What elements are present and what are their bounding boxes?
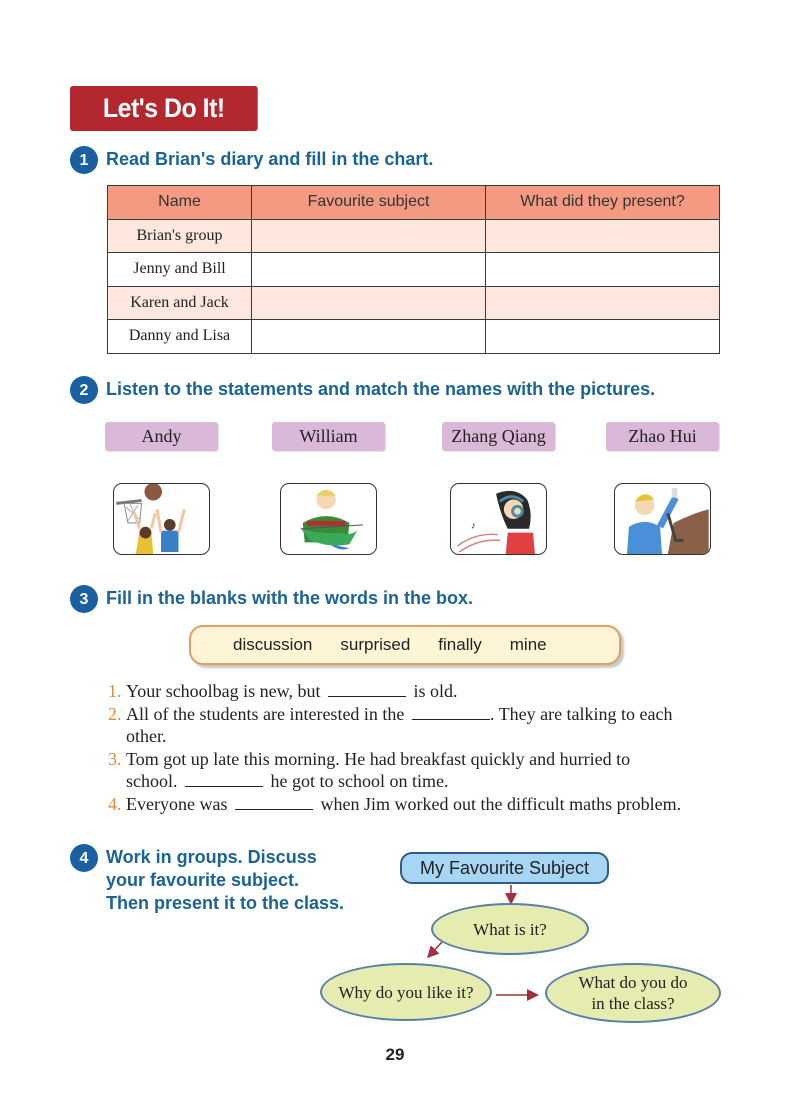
word-box (189, 625, 621, 665)
boy-microscope-icon (615, 484, 710, 554)
row-name: Brian's group (108, 219, 252, 253)
arrow-down-left-icon (429, 942, 442, 956)
sentence-3 (108, 748, 718, 793)
sentence-text: . They are talking to each (489, 703, 673, 724)
sentence-text: Tom got up late this morning. He had breakfast quickly and hurried to (126, 748, 631, 769)
table-row (108, 219, 720, 253)
table-row (108, 253, 720, 287)
blank-field[interactable] (235, 794, 313, 810)
node-text-line: What do you do (578, 973, 688, 992)
sentence-number: 2. (108, 703, 122, 724)
name-tag-zhao-hui[interactable]: Zhao Hui (606, 422, 719, 451)
task-number-badge: 3 (70, 585, 98, 613)
presented-cell[interactable] (486, 286, 720, 320)
sentence-number: 4. (108, 793, 122, 814)
task-4-heading (70, 846, 344, 915)
presented-cell[interactable] (486, 320, 720, 354)
task-instruction-line: Then present it to the class. (106, 893, 345, 913)
task-instruction-line: Work in groups. Discuss (106, 847, 317, 867)
row-name: Jenny and Bill (108, 253, 252, 287)
task-2-heading (70, 378, 655, 404)
section-banner: Let's Do It! (70, 86, 258, 131)
sentence-4 (108, 793, 718, 816)
row-name: Karen and Jack (108, 286, 252, 320)
name-tag-william[interactable]: William (272, 422, 385, 451)
blank-field[interactable] (185, 771, 263, 787)
sentence-1 (108, 680, 718, 703)
task-1-heading (70, 148, 433, 174)
page-number: 29 (385, 1045, 405, 1064)
favourite-subject-mindmap (310, 848, 730, 1028)
node-text-line: in the class? (591, 994, 675, 1013)
svg-text:♪: ♪ (470, 520, 476, 532)
diary-chart-table (107, 185, 720, 354)
mindmap-node-what-is-it: What is it? (431, 903, 589, 955)
task-instruction-line: your favourite subject. (106, 870, 300, 890)
boy-map-icon (281, 484, 376, 554)
basketball-players-picture[interactable] (113, 483, 210, 555)
presented-cell[interactable] (486, 253, 720, 287)
sentence-text: Your schoolbag is new, but (126, 681, 321, 701)
table-header-row (108, 186, 720, 220)
task-3-heading (70, 587, 473, 613)
name-tag-zhang-qiang[interactable]: Zhang Qiang (442, 422, 555, 451)
blank-field[interactable] (328, 681, 406, 697)
girl-listening-music-picture[interactable] (450, 483, 547, 555)
mindmap-title: My Favourite Subject (400, 852, 609, 884)
favourite-subject-cell[interactable] (252, 253, 486, 287)
sentence-text: All of the students are interested in the (126, 703, 405, 724)
word-option: discussion (233, 635, 313, 654)
sentence-2 (108, 703, 718, 748)
sentence-text: Everyone was (126, 793, 228, 814)
girl-headphones-icon (451, 484, 546, 554)
sentence-text: other. (126, 726, 167, 746)
basketball-icon (114, 484, 209, 554)
presented-cell[interactable] (486, 219, 720, 253)
table-row (108, 320, 720, 354)
word-option: mine (509, 635, 547, 654)
task-number-badge: 2 (70, 376, 98, 404)
word-option: surprised (340, 635, 411, 654)
sentence-text: is old. (413, 681, 458, 701)
task-number-badge: 4 (70, 844, 98, 872)
task-instruction: Read Brian's diary and fill in the chart. (106, 149, 434, 169)
sentence-number: 1. (108, 681, 122, 701)
sentence-text: school. (126, 771, 178, 791)
boy-presenting-map-picture[interactable] (280, 483, 377, 555)
favourite-subject-cell[interactable] (252, 286, 486, 320)
sentence-text: he got to school on time. (270, 771, 449, 791)
favourite-subject-cell[interactable] (252, 320, 486, 354)
fill-in-sentences (108, 680, 718, 815)
column-header-favourite-subject: Favourite subject (252, 186, 486, 220)
favourite-subject-cell[interactable] (252, 219, 486, 253)
boy-with-microscope-picture[interactable] (614, 483, 711, 555)
table-row (108, 286, 720, 320)
column-header-name: Name (108, 186, 252, 220)
column-header-what-presented: What did they present? (486, 186, 720, 220)
sentence-number: 3. (108, 748, 122, 769)
sentence-text: when Jim worked out the difficult maths problem. (320, 793, 682, 814)
task-number-badge: 1 (70, 146, 98, 174)
task-instruction: Fill in the blanks with the words in the box. (106, 588, 474, 608)
name-tag-andy[interactable]: Andy (105, 422, 218, 451)
mindmap-node-why-like: Why do you like it? (320, 963, 492, 1021)
mindmap-node-what-do-in-class (545, 963, 721, 1023)
task-instruction: Listen to the statements and match the names with the pictures. (106, 379, 656, 399)
word-option: finally (438, 635, 482, 654)
row-name: Danny and Lisa (108, 320, 252, 354)
blank-field[interactable] (412, 704, 490, 720)
